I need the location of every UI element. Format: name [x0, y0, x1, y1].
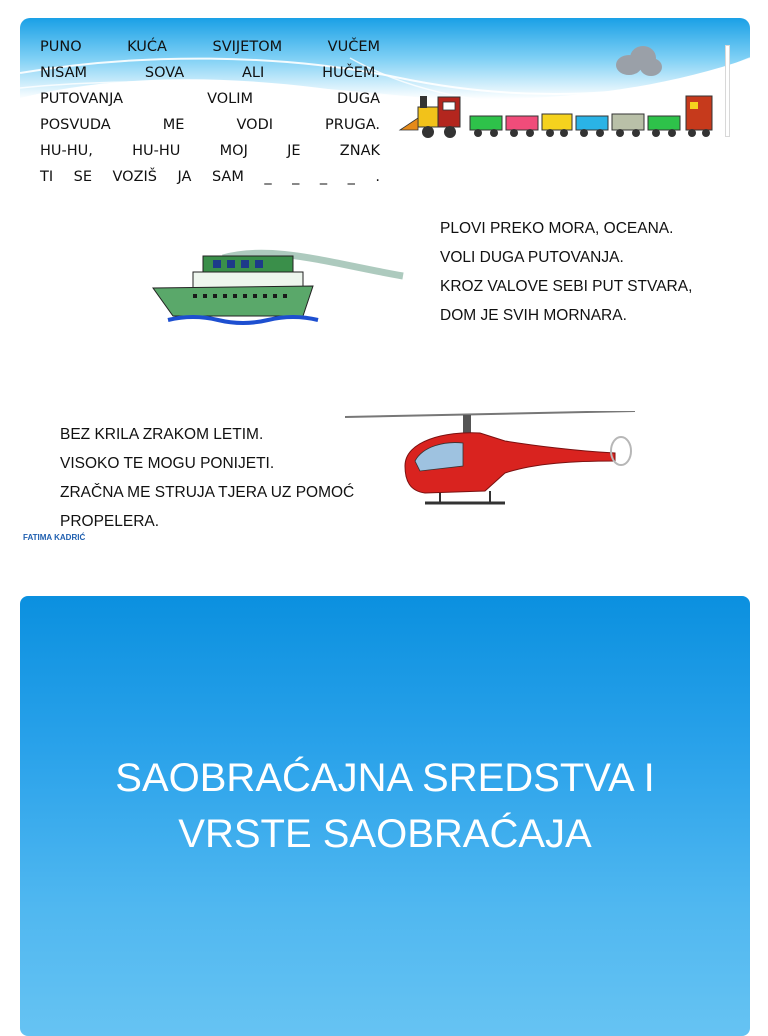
- riddle-line: PUTOVANJA VOLIM DUGA: [40, 91, 380, 107]
- riddle-line: TI SE VOZIŠ JA SAM _ _ _ _ .: [40, 169, 380, 185]
- riddle-line: HU-HU, HU-HU MOJ JE ZNAK: [40, 143, 380, 159]
- riddle-line: PUNO KUĆA SVIJETOM VUČEM: [40, 39, 380, 55]
- slide-1: [20, 18, 750, 573]
- title-line-1: SAOBRAĆAJNA SREDSTVA I: [115, 756, 655, 800]
- cloud-icon: [613, 43, 663, 79]
- riddle-line: POSVUDA ME VODI PRUGA.: [40, 117, 380, 133]
- riddle-line: VOLI DUGA PUTOVANJA.: [440, 249, 624, 266]
- riddle-line: ZRAČNA ME STRUJA TJERA UZ POMOĆ PROPELERA.: [60, 484, 355, 530]
- train-image: [398, 92, 728, 142]
- riddle-line: VISOKO TE MOGU PONIJETI.: [60, 455, 275, 472]
- riddle-line: DOM JE SVIH MORNARA.: [440, 307, 627, 324]
- riddle-line: PLOVI PREKO MORA, OCEANA.: [440, 220, 674, 237]
- riddle-line: NISAM SOVA ALI HUČEM.: [40, 65, 380, 81]
- riddle-ship: [440, 214, 720, 330]
- slide-2: [20, 596, 750, 1036]
- helicopter-image: [345, 411, 635, 516]
- riddle-train: [40, 34, 380, 190]
- riddle-line: KROZ VALOVE SEBI PUT STVARA,: [440, 278, 693, 295]
- ship-image: [133, 236, 413, 326]
- slide-title: [20, 750, 750, 862]
- riddle-line: BEZ KRILA ZRAKOM LETIM.: [60, 426, 264, 443]
- title-line-2: VRSTE SAOBRAĆAJA: [178, 812, 592, 856]
- author-credit: FATIMA KADRIĆ: [23, 533, 86, 542]
- riddle-helicopter: [60, 420, 360, 536]
